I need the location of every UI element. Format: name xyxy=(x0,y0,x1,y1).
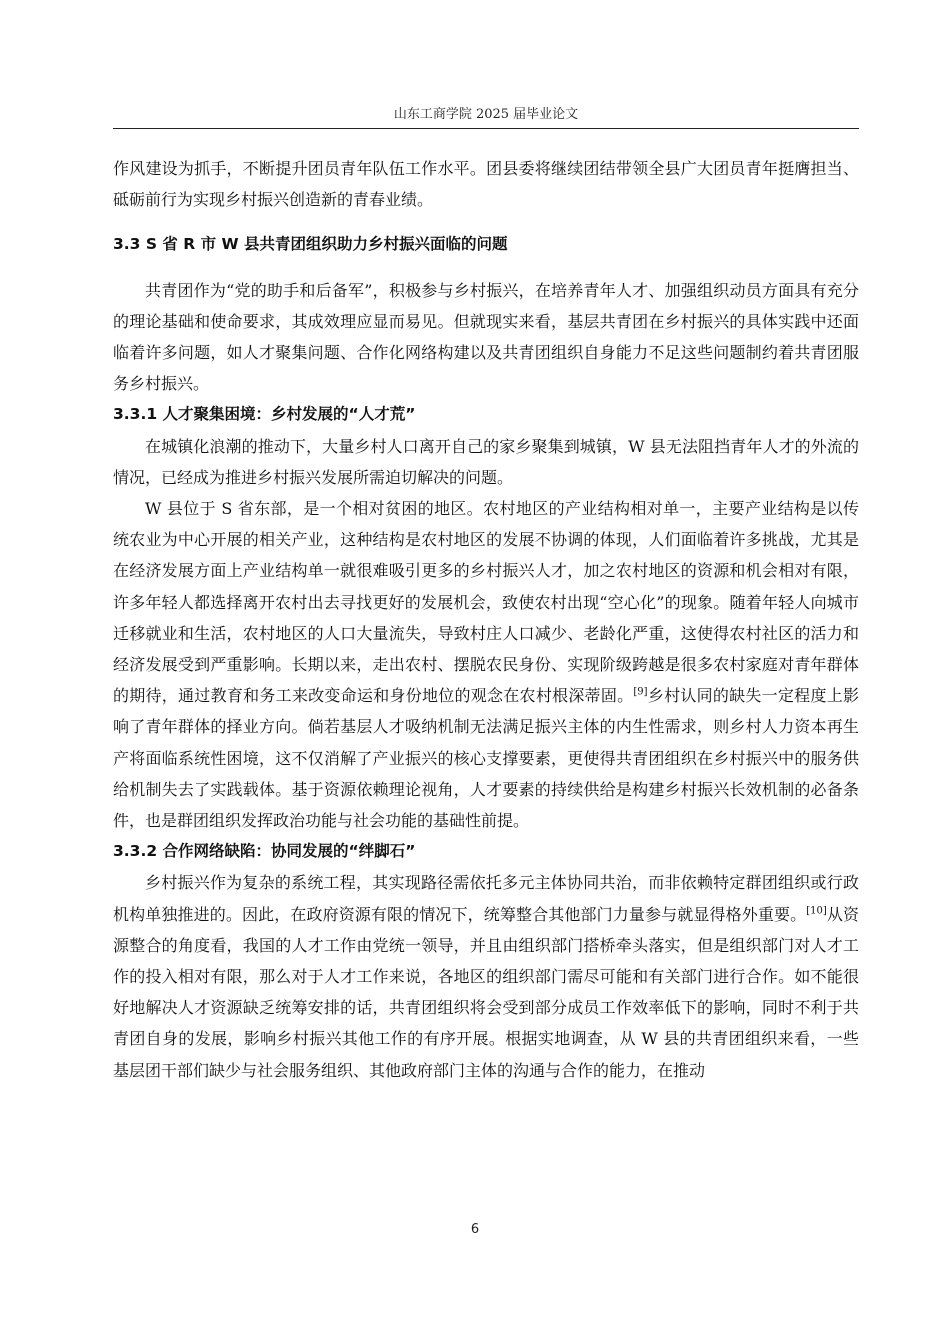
paragraph-network xyxy=(113,867,859,1085)
paper-body xyxy=(113,153,859,1086)
paragraph-text: 从资源整合的角度看，我国的人才工作由党统一领导，并且由组织部门搭桥牵头落实，但是组织部门对人才工作的投入相对有限，那么对于人才工作来说，各地区的组织部门需尽可能和有关部门进行合作。如不能很好地解决人才资源缺乏统筹安排的话，共青团组织将会受到部分成员工作效率低下的影响，同时不利于共青团自身的发展，影响乡村振兴其他工作的有序开展。根据实地调查，从 W 县的共青团组织来看，一些基层团干部们缺少与社会服务组织、其他政府部门主体的沟通与合作的能力，在推动 xyxy=(113,904,859,1080)
section-heading-3-3-1: 3.3.1 人才聚集困境：乡村发展的“人才荒” xyxy=(113,405,416,424)
paragraph-continued: 作风建设为抓手，不断提升团员青年队伍工作水平。团县委将继续团结带领全县广大团员青年挺膺担当、砥砺前行为实现乡村振兴创造新的青春业绩。 xyxy=(113,159,859,210)
paragraph-intro: 共青团作为“党的助手和后备军”，积极参与乡村振兴，在培养青年人才、加强组织动员方面具有充分的理论基础和使命要求，其成效理应显而易见。但就现实来看，基层共青团在乡村振兴的具体实践中还面临着许多问题，如人才聚集问题、合作化网络构建以及共青团组织自身能力不足这些问题制约着共青团服务乡村振兴。 xyxy=(113,280,859,394)
section-heading-3-3: 3.3 S 省 R 市 W 县共青团组织助力乡村振兴面临的问题 xyxy=(113,235,508,254)
citation-ref-9: [9] xyxy=(633,686,648,698)
paragraph-text: W 县位于 S 省东部，是一个相对贫困的地区。农村地区的产业结构相对单一，主要产业结构是以传统农业为中心开展的相关产业，这种结构是农村地区的发展不协调的体现，人们面临着许多挑战，尤其是在经济发展方面上产业结构单一就很难吸引更多的乡村振兴人才，加之农村地区的资源和机会相对有限，许多年轻人都选择离开农村出去寻找更好的发展机会，致使农村出现“空心化”的现象。随着年轻人向城市迁移就业和生活，农村地区的人口大量流失，导致村庄人口减少、老龄化严重，这使得农村社区的活力和经济发展受到严重影响。长期以来，走出农村、摆脱农民身份、实现阶级跨越是很多农村家庭对青年群体的期待，通过教育和务工来改变命运和身份地位的观念在农村根深蒂固。 xyxy=(113,499,859,706)
paragraph-county-background xyxy=(113,493,859,836)
paragraph-text: 乡村认同的缺失一定程度上影响了青年群体的择业方向。倘若基层人才吸纳机制无法满足振兴主体的内生性需求，则乡村人力资本再生产将面临系统性困境，这不仅消解了产业振兴的核心支撑要素，更使得共青团组织在乡村振兴中的服务供给机制失去了实践载体。基于资源依赖理论视角，人才要素的持续供给是构建乡村振兴长效机制的必备条件，也是群团组织发挥政治功能与社会功能的基础性前提。 xyxy=(113,686,859,831)
citation-ref-10: [10] xyxy=(806,905,827,917)
section-heading-3-3-2: 3.3.2 合作网络缺陷：协同发展的“绊脚石” xyxy=(113,842,416,861)
running-header xyxy=(113,104,859,129)
page-number: 6 xyxy=(470,1222,480,1237)
paragraph-talent-outflow: 在城镇化浪潮的推动下，大量乡村人口离开自己的家乡聚集到城镇，W 县无法阻挡青年人才的外流的情况，已经成为推进乡村振兴发展所需迫切解决的问题。 xyxy=(113,436,859,487)
running-header-title: 山东工商学院 2025 届毕业论文 xyxy=(393,107,579,122)
paragraph-text: 乡村振兴作为复杂的系统工程，其实现路径需依托多元主体协同共治，而非依赖特定群团组织或行政机构单独推进的。因此，在政府资源有限的情况下，统筹整合其他部门力量参与就显得格外重要。 xyxy=(113,873,859,924)
